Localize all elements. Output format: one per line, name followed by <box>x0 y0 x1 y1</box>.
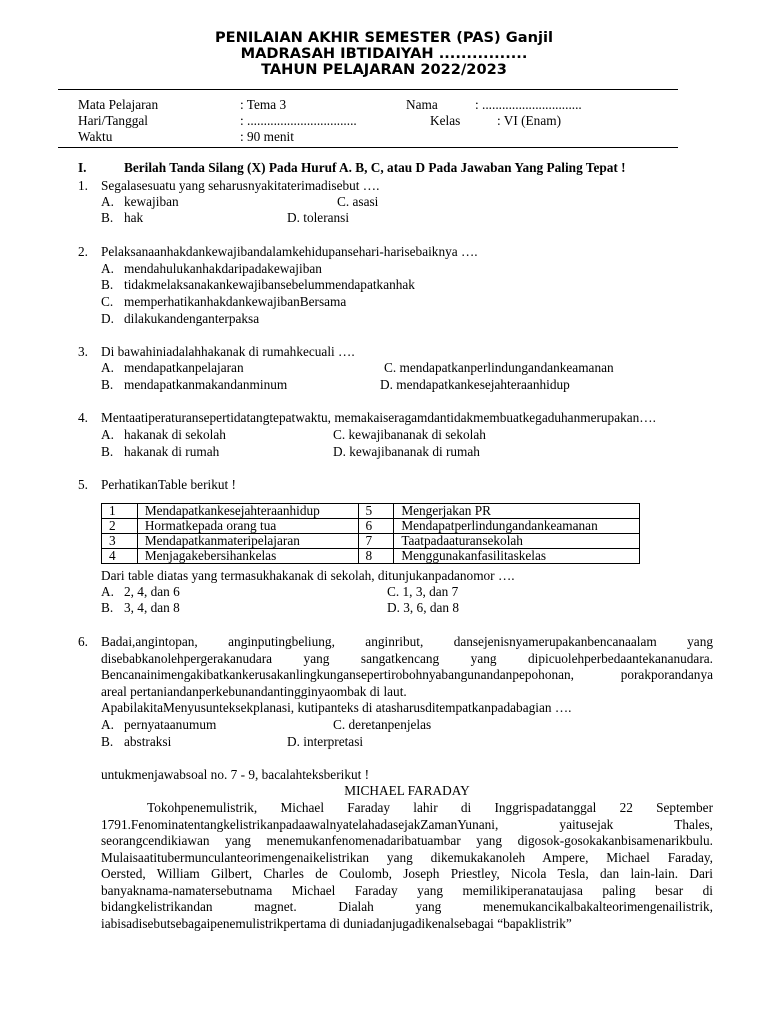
table-row <box>102 519 640 534</box>
table-cell: Menggunakanfasilitaskelas <box>394 549 640 564</box>
header-year: TAHUN PELAJARAN 2022/2023 <box>261 61 507 78</box>
q2-option-b: tidakmelaksanakankewajibansebelummendapatkanhak <box>124 277 415 292</box>
q2-option-d-letter: D. <box>101 311 114 326</box>
header-school: MADRASAH IBTIDAIYAH ................ <box>240 45 528 62</box>
q6-option-d: D. interpretasi <box>287 734 364 749</box>
reading-line: Mulaisaatitubermunculanteorimengenaikelistrikan yang dikemukakanoleh Ampere, Michael Faraday, <box>101 850 713 865</box>
table-cell: Menjagakebersihankelas <box>137 549 358 564</box>
q3-text: Di bawahiniadalahhakanak di rumahkecuali …. <box>101 344 355 359</box>
table-cell: Mengerjakan PR <box>394 504 640 519</box>
kelas-value: : VI (Enam) <box>497 113 562 128</box>
q4-option-d: D. kewajibananak di rumah <box>333 444 480 459</box>
reading-line: Tokohpenemulistrik, Michael Faraday lahir di Inggrispadatanggal 22 September <box>147 800 713 815</box>
q6-option-a-letter: A. <box>101 717 114 732</box>
q2-option-a: mendahulukanhakdaripadakewajiban <box>124 261 322 276</box>
hari-value: : ................................. <box>240 113 357 128</box>
q1-option-b-letter: B. <box>101 210 114 225</box>
mapel-label: Mata Pelajaran <box>78 97 159 112</box>
q3-option-c: C. mendapatkanperlindungandankeamanan <box>384 360 614 375</box>
table-row <box>102 549 640 564</box>
reading-line: bidangkelistrikandan magnet. Dialah yang menemukancikalbakalteorimengenailistrik, <box>101 899 713 914</box>
q1-option-c: C. asasi <box>337 194 379 209</box>
q4-option-b-letter: B. <box>101 444 114 459</box>
reading-line: seorangcendikiawan yang menemukanfenomenadaribatuambar yang digosok-gosokakanbisamenarikbulu. <box>101 833 713 848</box>
q6-question: ApabilakitaMenyusunteksekplanasi, kutipanteks di atasharusditempatkanpadabagian …. <box>101 700 572 715</box>
q5-option-d: D. 3, 6, dan 8 <box>387 600 460 615</box>
q3-option-b: mendapatkanmakandanminum <box>124 377 288 392</box>
q5-option-a-letter: A. <box>101 584 114 599</box>
header-title: PENILAIAN AKHIR SEMESTER (PAS) Ganjil <box>214 29 553 46</box>
q2-option-c: memperhatikanhakdankewajibanBersama <box>124 294 347 309</box>
table-cell: 3 <box>102 534 138 549</box>
nama-value: : .............................. <box>475 97 582 112</box>
q2-option-b-letter: B. <box>101 277 114 292</box>
kelas-label: Kelas <box>430 113 461 128</box>
q3-option-b-letter: B. <box>101 377 114 392</box>
mapel-value: : Tema 3 <box>240 97 287 112</box>
q5-option-b-letter: B. <box>101 600 114 615</box>
table-cell: 6 <box>358 519 394 534</box>
q6-option-c: C. deretanpenjelas <box>333 717 432 732</box>
q4-option-b: hakanak di rumah <box>124 444 220 459</box>
q3-option-a-letter: A. <box>101 360 114 375</box>
table-cell: Hormatkepada orang tua <box>137 519 358 534</box>
table-cell: 8 <box>358 549 394 564</box>
waktu-label: Waktu <box>78 129 113 144</box>
reading-line: 1791.FenominatentangkelistrikanpadaawalnyatelahadasejakZamanYunani, yaitusejak Thales, <box>101 817 713 832</box>
q4-number: 4. <box>78 410 88 425</box>
table-cell: 1 <box>102 504 138 519</box>
q3-number: 3. <box>78 344 88 359</box>
q4-option-a: hakanak di sekolah <box>124 427 226 442</box>
q6-passage-line: disebabkanolehpergerakanudara yang sangatkencang yang dipicuolehperbedaantekananudara. <box>101 651 713 666</box>
q4-option-a-letter: A. <box>101 427 114 442</box>
header-rule-bottom <box>58 147 678 148</box>
table-cell: Mendapatkankesejahteraanhidup <box>137 504 358 519</box>
q5-question: Dari table diatas yang termasukhakanak di sekolah, ditunjukanpadanomor …. <box>101 568 515 583</box>
section-number: I. <box>78 160 87 175</box>
reading-title: MICHAEL FARADAY <box>344 783 470 798</box>
q6-option-b: abstraksi <box>124 734 172 749</box>
table-cell: Taatpadaaturansekolah <box>394 534 640 549</box>
q5-text: PerhatikanTable berikut ! <box>101 477 236 492</box>
table-cell: Mendapatkanmateripelajaran <box>137 534 358 549</box>
reading-line: Oersted, William Gilbert, Charles de Coulomb, Joseph Priestley, Nicola Tesla, dan lain-lain. Dari <box>101 866 713 881</box>
q5-option-c: C. 1, 3, dan 7 <box>387 584 459 599</box>
q2-option-d: dilakukandenganterpaksa <box>124 311 260 326</box>
q4-text: Mentaatiperaturansepertidatangtepatwaktu, memakaiseragamdantidakmembuatkegaduhanmerupakan…. <box>101 410 656 425</box>
q5-number: 5. <box>78 477 88 492</box>
reading-line-last: iabisadisebutsebagaipenemulistrikpertama di duniadanjugadikenalsebagai “bapaklistrik” <box>101 916 572 931</box>
q6-number: 6. <box>78 634 88 649</box>
table-cell: 5 <box>358 504 394 519</box>
table-row <box>102 504 640 519</box>
q6-passage-line: areal pertaniandanperkebunandantingginyaombak di laut. <box>101 684 407 699</box>
rights-obligations-table <box>101 503 640 564</box>
q6-passage-line: Badai,angintopan, anginputingbeliung, anginribut, dansejenisnyamerupakanbencanaalam yang <box>101 634 713 649</box>
waktu-value: : 90 menit <box>240 129 294 144</box>
q4-option-c: C. kewajibananak di sekolah <box>333 427 486 442</box>
q1-number: 1. <box>78 178 88 193</box>
header-rule-top <box>58 89 678 90</box>
table-row <box>102 534 640 549</box>
q2-option-c-letter: C. <box>101 294 114 309</box>
q1-text: Segalasesuatu yang seharusnyakitaterimadisebut …. <box>101 178 380 193</box>
q2-text: Pelaksanaanhakdankewajibandalamkehidupansehari-harisebaiknya …. <box>101 244 478 259</box>
section-instruction: Berilah Tanda Silang (X) Pada Huruf A. B, C, atau D Pada Jawaban Yang Paling Tepat ! <box>124 160 626 175</box>
q2-option-a-letter: A. <box>101 261 114 276</box>
q3-option-a: mendapatkanpelajaran <box>124 360 244 375</box>
reading-intro: untukmenjawabsoal no. 7 - 9, bacalahteksberikut ! <box>101 767 370 782</box>
table-cell: Mendapatperlindungandankeamanan <box>394 519 640 534</box>
reading-line: banyaknama-namatersebutnama Michael Faraday yang memilikiperanataujasa paling besar di <box>101 883 713 898</box>
hari-label: Hari/Tanggal <box>78 113 148 128</box>
q6-option-b-letter: B. <box>101 734 114 749</box>
q1-option-b: hak <box>124 210 144 225</box>
q6-passage-line: Bencanainimengakibatkankerusakanlingkungansepertirobohnyabangunandanpepohonan, porakporandanya <box>101 667 713 682</box>
exam-header <box>0 30 768 78</box>
q1-option-a-letter: A. <box>101 194 114 209</box>
nama-label: Nama <box>406 97 438 112</box>
q5-option-a: 2, 4, dan 6 <box>124 584 180 599</box>
q3-option-d: D. mendapatkankesejahteraanhidup <box>380 377 570 392</box>
q1-option-d: D. toleransi <box>287 210 350 225</box>
q2-number: 2. <box>78 244 88 259</box>
table-cell: 2 <box>102 519 138 534</box>
q5-option-b: 3, 4, dan 8 <box>124 600 180 615</box>
q1-option-a: kewajiban <box>124 194 179 209</box>
q6-option-a: pernyataanumum <box>124 717 217 732</box>
table-cell: 7 <box>358 534 394 549</box>
table-cell: 4 <box>102 549 138 564</box>
